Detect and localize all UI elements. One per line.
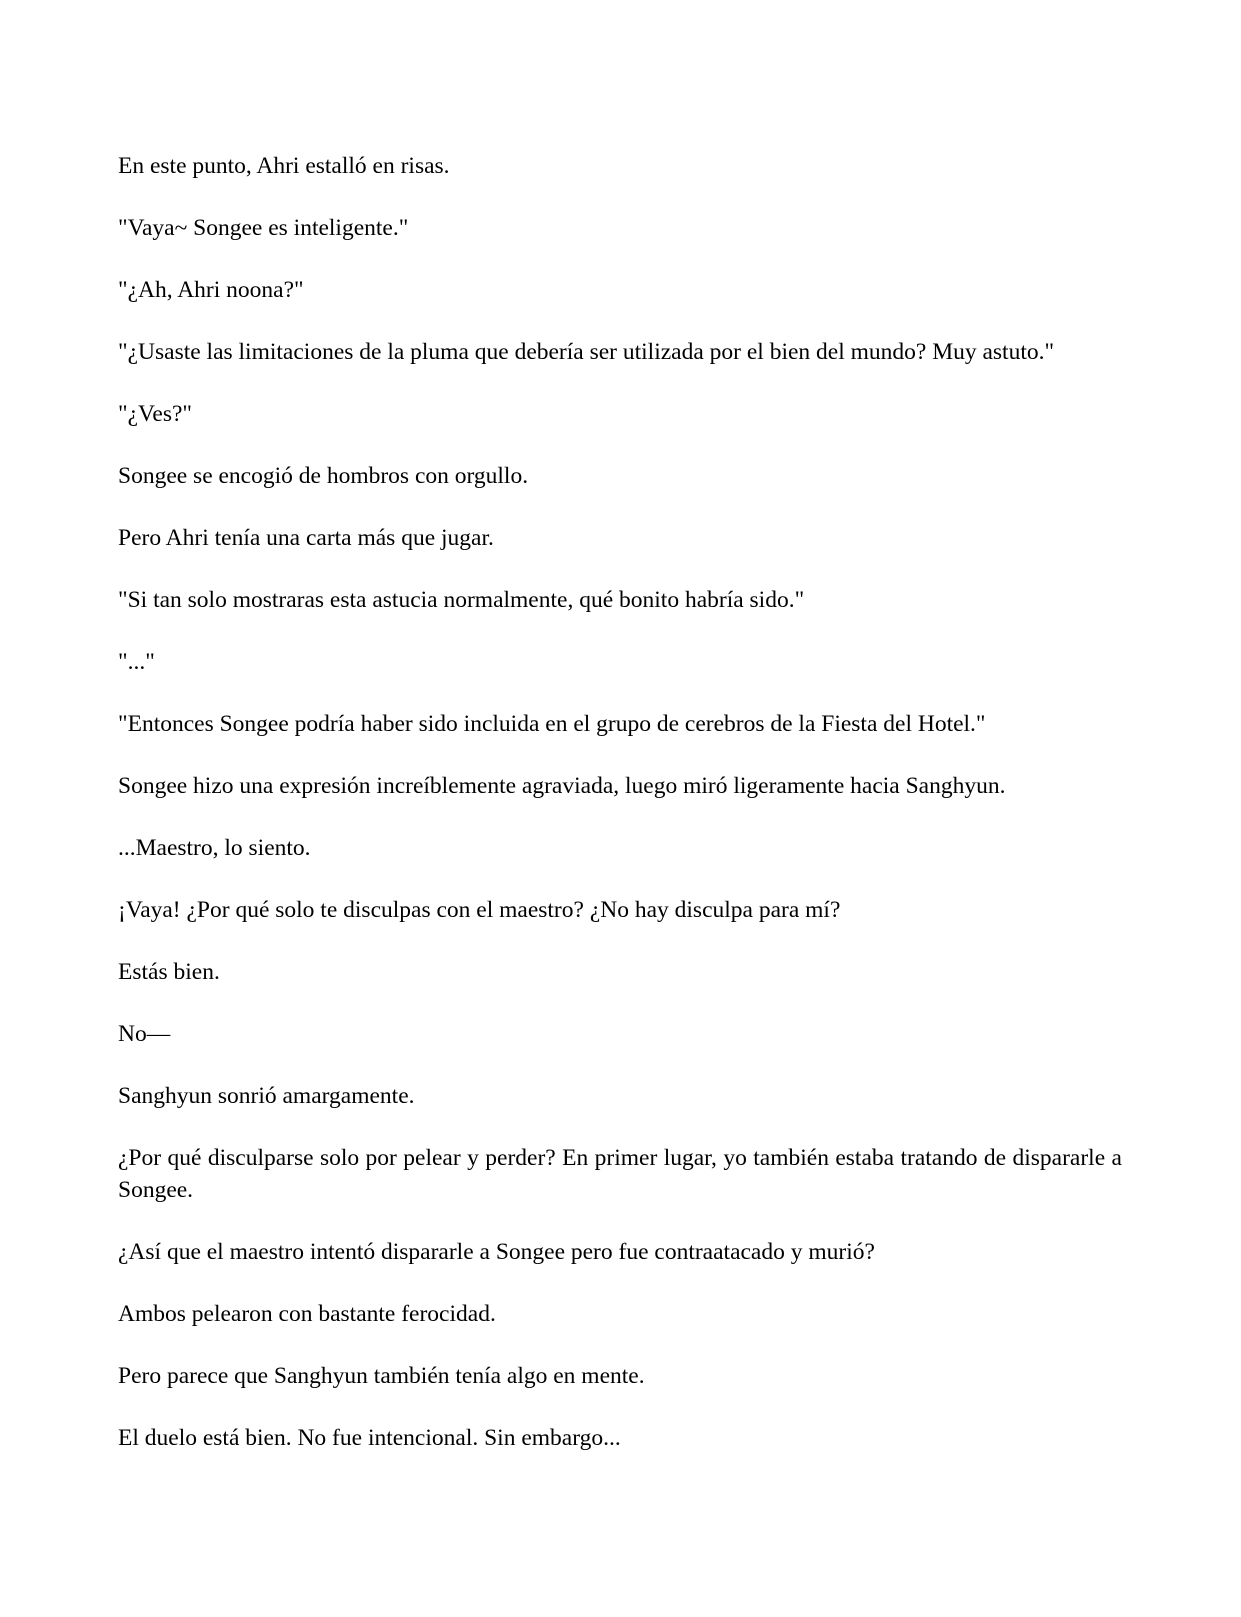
paragraph: El duelo está bien. No fue intencional. Sin embargo... <box>118 1425 621 1451</box>
paragraph: "Vaya~ Songee es inteligente." <box>118 215 409 241</box>
paragraph: Estás bien. <box>118 959 220 985</box>
paragraph: ¿Así que el maestro intentó dispararle a Songee pero fue contraatacado y murió? <box>118 1239 875 1265</box>
paragraph: No— <box>118 1021 171 1047</box>
paragraph: "¿Usaste las limitaciones de la pluma que debería ser utilizada por el bien del mundo? Muy astuto." <box>118 339 1055 365</box>
paragraph: "Si tan solo mostraras esta astucia normalmente, qué bonito habría sido." <box>118 587 805 613</box>
paragraph: "¿Ah, Ahri noona?" <box>118 277 304 303</box>
paragraph: Songee se encogió de hombros con orgullo. <box>118 463 529 489</box>
paragraph: "Entonces Songee podría haber sido incluida en el grupo de cerebros de la Fiesta del Hotel." <box>118 711 986 737</box>
paragraph: En este punto, Ahri estalló en risas. <box>118 153 450 179</box>
paragraph: Songee hizo una expresión increíblemente agraviada, luego miró ligeramente hacia Sanghyun. <box>118 773 1006 799</box>
paragraph: ¡Vaya! ¿Por qué solo te disculpas con el maestro? ¿No hay disculpa para mí? <box>118 897 841 923</box>
paragraph: Sanghyun sonrió amargamente. <box>118 1083 415 1109</box>
paragraph: Pero parece que Sanghyun también tenía algo en mente. <box>118 1363 645 1389</box>
paragraph: "¿Ves?" <box>118 401 192 427</box>
paragraph: "..." <box>118 649 155 675</box>
document-body <box>118 150 1122 1484</box>
paragraph: Pero Ahri tenía una carta más que jugar. <box>118 525 494 551</box>
paragraph: Ambos pelearon con bastante ferocidad. <box>118 1301 496 1327</box>
paragraph: ¿Por qué disculparse solo por pelear y perder? En primer lugar, yo también estaba tratando de dispararle a Songee. <box>118 1145 1122 1203</box>
paragraph: ...Maestro, lo siento. <box>118 835 311 861</box>
